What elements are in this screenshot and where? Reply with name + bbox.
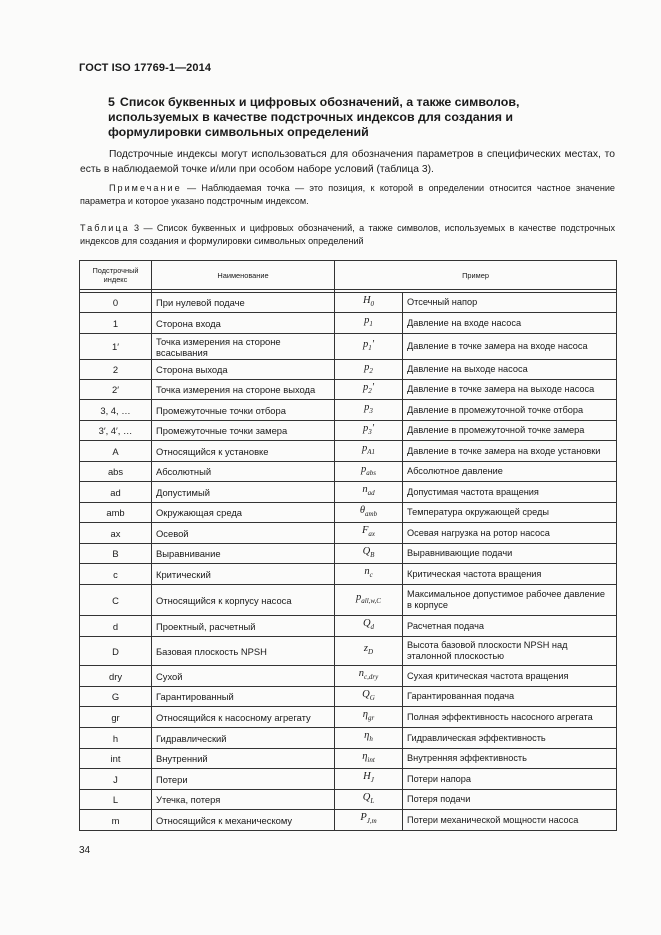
symbol-subscript: 2 xyxy=(369,367,373,376)
cell-subscript-index: ax xyxy=(80,523,152,544)
cell-subscript-index: A xyxy=(80,441,152,462)
symbol-base: p xyxy=(364,361,370,373)
cell-name: Промежуточные точки отбора xyxy=(152,400,335,421)
cell-name: Относящийся к механическому xyxy=(152,810,335,831)
cell-example-description: Абсолютное давление xyxy=(403,462,617,482)
table-row xyxy=(80,380,617,400)
symbol-base: θ xyxy=(359,504,366,516)
cell-example-symbol xyxy=(335,360,403,380)
cell-example-description: Расчетная подача xyxy=(403,616,617,637)
symbol-base: p xyxy=(356,592,362,604)
table-row xyxy=(80,585,617,616)
cell-example-description: Сухая критическая частота вращения xyxy=(403,666,617,687)
table-row xyxy=(80,790,617,810)
cell-example-description: Давление в промежуточной точке замера xyxy=(403,421,617,441)
cell-name: Допустимый xyxy=(152,482,335,503)
symbol-prime-mark: ′ xyxy=(371,422,375,434)
symbol-base: n xyxy=(362,484,368,496)
table-row xyxy=(80,421,617,441)
table-row xyxy=(80,360,617,380)
table-row xyxy=(80,810,617,831)
cell-example-description: Выравнивающие подачи xyxy=(403,544,617,564)
table-caption-text: 3 — Список буквенных и цифровых обозначений, а также символов, используемых в качестве подстрочных индексов для создания и формулировки символьных определений xyxy=(80,223,615,246)
symbol-subscript: B xyxy=(370,551,375,560)
cell-example-description: Гарантированная подача xyxy=(403,687,617,707)
symbol-base: p xyxy=(362,338,369,350)
cell-name: При нулевой подаче xyxy=(152,293,335,313)
cell-example-symbol xyxy=(335,293,403,313)
cell-example-description: Высота базовой плоскости NPSH над эталонной плоскостью xyxy=(403,637,617,666)
cell-subscript-index: dry xyxy=(80,666,152,687)
subscript-table xyxy=(79,260,617,831)
table-row xyxy=(80,293,617,313)
table-row xyxy=(80,616,617,637)
cell-example-description: Полная эффективность насосного агрегата xyxy=(403,707,617,728)
cell-example-symbol xyxy=(335,544,403,564)
table-body xyxy=(80,293,617,831)
cell-example-symbol xyxy=(335,334,403,360)
cell-subscript-index: d xyxy=(80,616,152,637)
cell-subscript-index: 2 xyxy=(80,360,152,380)
cell-subscript-index: 1 xyxy=(80,313,152,334)
cell-example-symbol xyxy=(335,421,403,441)
cell-example-symbol xyxy=(335,728,403,749)
symbol-base: H xyxy=(362,294,371,306)
symbol-subscript: L xyxy=(370,797,375,806)
cell-subscript-index: 2′ xyxy=(80,380,152,400)
cell-subscript-index: int xyxy=(80,749,152,769)
symbol-base: η xyxy=(364,730,370,742)
cell-subscript-index: m xyxy=(80,810,152,831)
table-row xyxy=(80,441,617,462)
table-caption xyxy=(80,222,615,247)
column-header-example: Пример xyxy=(335,261,617,290)
symbol-subscript: d xyxy=(370,623,375,632)
symbol-base: z xyxy=(363,643,369,655)
note-label: Примечание xyxy=(109,183,182,193)
cell-example-description: Давление в точке замера на входе установки xyxy=(403,441,617,462)
symbol-subscript: gr xyxy=(367,714,375,723)
cell-name: Точка измерения на стороне всасывания xyxy=(152,334,335,360)
symbol-subscript: int xyxy=(367,756,375,765)
cell-example-description: Отсечный напор xyxy=(403,293,617,313)
cell-example-symbol xyxy=(335,313,403,334)
symbol-prime-mark: ′ xyxy=(371,338,375,350)
symbol-subscript: 3 xyxy=(368,428,372,437)
section-heading xyxy=(108,95,608,140)
symbol-prime-mark: ′ xyxy=(371,381,375,393)
cell-name: Базовая плоскость NPSH xyxy=(152,637,335,666)
cell-example-description: Давление в точке замера на входе насоса xyxy=(403,334,617,360)
cell-subscript-index: amb xyxy=(80,503,152,523)
symbol-base: p xyxy=(364,402,370,414)
symbol-subscript: 1 xyxy=(368,344,372,353)
symbol-base: p xyxy=(361,463,367,475)
symbol-base: n xyxy=(364,566,370,578)
table-header-row xyxy=(80,261,617,290)
cell-example-description: Давление на входе насоса xyxy=(403,313,617,334)
cell-example-description: Потери механической мощности насоса xyxy=(403,810,617,831)
symbol-subscript: D xyxy=(368,648,374,657)
cell-example-description: Давление на выходе насоса xyxy=(403,360,617,380)
table-row xyxy=(80,334,617,360)
symbol-subscript: amb xyxy=(365,510,378,519)
cell-name: Гидравлический xyxy=(152,728,335,749)
page-number: 34 xyxy=(79,845,91,856)
cell-subscript-index: 3, 4, … xyxy=(80,400,152,421)
table-row xyxy=(80,462,617,482)
symbol-base: p xyxy=(364,315,370,327)
symbol-base: H xyxy=(363,771,371,783)
note-block xyxy=(80,182,615,207)
symbol-subscript: c,dry xyxy=(364,673,379,682)
symbol-base: n xyxy=(358,668,365,680)
cell-example-symbol xyxy=(335,769,403,790)
cell-name: Выравнивание xyxy=(152,544,335,564)
symbol-subscript: ax xyxy=(368,530,376,539)
symbol-base: p xyxy=(361,443,368,455)
symbol-base: P xyxy=(360,812,367,824)
symbol-base: η xyxy=(362,750,368,762)
cell-example-symbol xyxy=(335,523,403,544)
cell-name: Промежуточные точки замера xyxy=(152,421,335,441)
cell-name: Абсолютный xyxy=(152,462,335,482)
cell-example-description: Критическая частота вращения xyxy=(403,564,617,585)
cell-subscript-index: D xyxy=(80,637,152,666)
cell-name: Критический xyxy=(152,564,335,585)
table-row xyxy=(80,749,617,769)
table-row xyxy=(80,728,617,749)
cell-name: Окружающая среда xyxy=(152,503,335,523)
cell-subscript-index: 0 xyxy=(80,293,152,313)
cell-example-symbol xyxy=(335,441,403,462)
table-row xyxy=(80,707,617,728)
cell-name: Относящийся к корпусу насоса xyxy=(152,585,335,616)
table-row xyxy=(80,687,617,707)
symbol-base: Q xyxy=(362,545,371,557)
table-row xyxy=(80,637,617,666)
table-row xyxy=(80,503,617,523)
table-row xyxy=(80,769,617,790)
cell-subscript-index: G xyxy=(80,687,152,707)
cell-example-description: Потери напора xyxy=(403,769,617,790)
table-caption-label: Таблица xyxy=(80,223,130,233)
cell-example-description: Давление в промежуточной точке отбора xyxy=(403,400,617,421)
cell-example-symbol xyxy=(335,687,403,707)
cell-name: Потери xyxy=(152,769,335,790)
table-row xyxy=(80,482,617,503)
table-row xyxy=(80,564,617,585)
cell-name: Точка измерения на стороне выхода xyxy=(152,380,335,400)
section-title: Список буквенных и цифровых обозначений, а также символов, используемых в качестве подстрочных индексов для создания и формулировки символьных определений xyxy=(108,95,520,139)
cell-name: Внутренний xyxy=(152,749,335,769)
table-row xyxy=(80,523,617,544)
cell-example-description: Гидравлическая эффективность xyxy=(403,728,617,749)
cell-example-symbol xyxy=(335,564,403,585)
symbol-subscript: J,m xyxy=(366,817,377,826)
cell-example-symbol xyxy=(335,482,403,503)
cell-example-symbol xyxy=(335,637,403,666)
cell-name: Сторона выхода xyxy=(152,360,335,380)
cell-example-symbol xyxy=(335,749,403,769)
symbol-base: Q xyxy=(362,688,370,700)
symbol-subscript: h xyxy=(369,735,373,744)
cell-example-symbol xyxy=(335,810,403,831)
cell-subscript-index: B xyxy=(80,544,152,564)
section-number: 5 xyxy=(108,95,115,109)
cell-subscript-index: 1′ xyxy=(80,334,152,360)
cell-name: Сторона входа xyxy=(152,313,335,334)
cell-example-description: Давление в точке замера на выходе насоса xyxy=(403,380,617,400)
symbol-base: Q xyxy=(362,791,371,803)
cell-name: Осевой xyxy=(152,523,335,544)
table-row xyxy=(80,313,617,334)
cell-example-description: Осевая нагрузка на ротор насоса xyxy=(403,523,617,544)
cell-name: Утечка, потеря xyxy=(152,790,335,810)
symbol-base: p xyxy=(362,381,369,393)
symbol-subscript: all,w,C xyxy=(361,597,381,606)
cell-example-description: Температура окружающей среды xyxy=(403,503,617,523)
symbol-subscript: 1 xyxy=(369,320,373,329)
cell-subscript-index: abs xyxy=(80,462,152,482)
symbol-base: F xyxy=(361,525,369,537)
cell-example-symbol xyxy=(335,585,403,616)
symbol-subscript: A1 xyxy=(367,448,376,457)
symbol-base: Q xyxy=(362,618,371,630)
intro-paragraph: Подстрочные индексы могут использоваться для обозначения параметров в специфических местах, то есть в наблюдаемой точке и/или при особом наборе условий (таблица 3). xyxy=(80,149,615,175)
symbol-subscript: ad xyxy=(367,489,375,498)
cell-subscript-index: J xyxy=(80,769,152,790)
symbol-subscript: G xyxy=(369,694,375,703)
cell-name: Относящийся к насосному агрегату xyxy=(152,707,335,728)
table-row xyxy=(80,400,617,421)
cell-example-description: Внутренняя эффективность xyxy=(403,749,617,769)
cell-subscript-index: C xyxy=(80,585,152,616)
cell-example-description: Потеря подачи xyxy=(403,790,617,810)
table-row xyxy=(80,544,617,564)
symbol-subscript: c xyxy=(369,571,373,580)
column-header-name: Наименование xyxy=(152,261,335,290)
cell-name: Относящийся к установке xyxy=(152,441,335,462)
document-standard-header: ГОСТ ISO 17769-1—2014 xyxy=(79,62,212,74)
symbol-subscript: 0 xyxy=(370,300,375,309)
cell-subscript-index: c xyxy=(80,564,152,585)
symbol-subscript: 3 xyxy=(369,407,373,416)
cell-example-description: Допустимая частота вращения xyxy=(403,482,617,503)
table-row xyxy=(80,666,617,687)
column-header-index: Подстрочный индекс xyxy=(80,261,152,290)
symbol-base: p xyxy=(362,422,369,434)
cell-subscript-index: 3′, 4′, … xyxy=(80,421,152,441)
symbol-base: η xyxy=(362,709,368,721)
cell-subscript-index: ad xyxy=(80,482,152,503)
cell-name: Проектный, расчетный xyxy=(152,616,335,637)
cell-example-symbol xyxy=(335,380,403,400)
cell-subscript-index: L xyxy=(80,790,152,810)
cell-subscript-index: gr xyxy=(80,707,152,728)
cell-example-symbol xyxy=(335,666,403,687)
cell-example-symbol xyxy=(335,503,403,523)
cell-example-symbol xyxy=(335,790,403,810)
symbol-subscript: J xyxy=(370,776,374,785)
cell-subscript-index: h xyxy=(80,728,152,749)
cell-example-symbol xyxy=(335,616,403,637)
note-text: — Наблюдаемая точка — это позиция, к которой в определении относится частное значение параметра и которое указано подстрочным индексом. xyxy=(80,183,615,206)
symbol-subscript: 2 xyxy=(368,387,372,396)
cell-example-symbol xyxy=(335,462,403,482)
symbol-subscript: abs xyxy=(366,469,376,478)
cell-example-symbol xyxy=(335,707,403,728)
cell-example-symbol xyxy=(335,400,403,421)
cell-name: Гарантированный xyxy=(152,687,335,707)
cell-example-description: Максимальное допустимое рабочее давление в корпусе xyxy=(403,585,617,616)
cell-name: Сухой xyxy=(152,666,335,687)
